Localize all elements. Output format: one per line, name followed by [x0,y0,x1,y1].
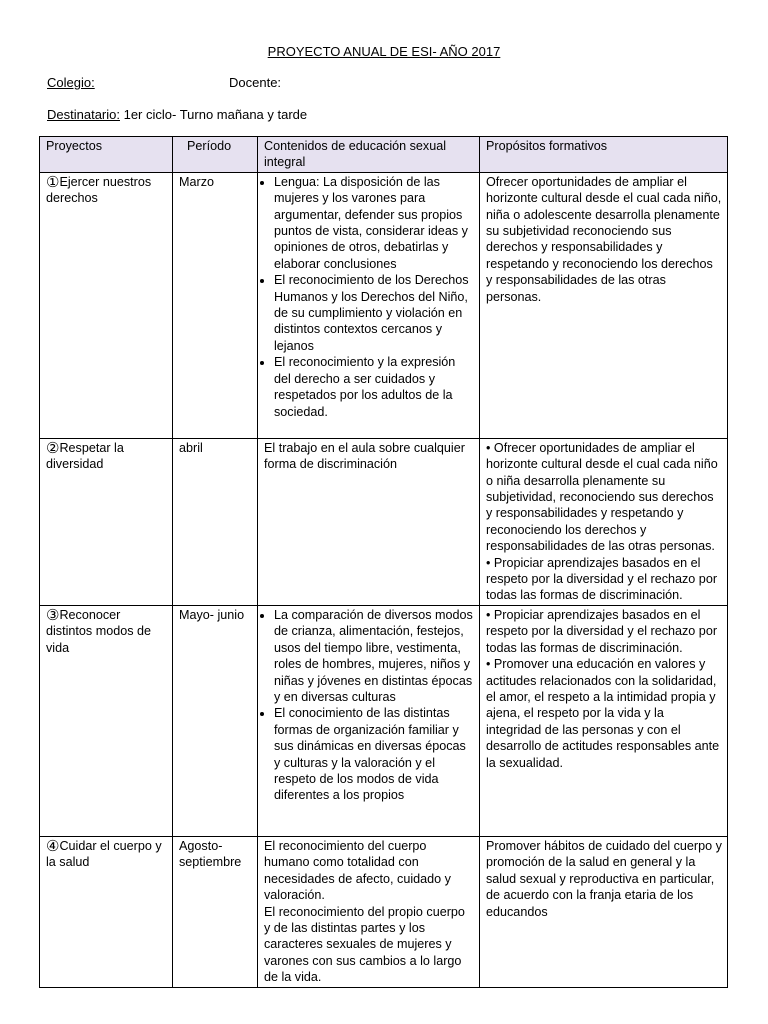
header-proyectos: Proyectos [40,137,173,173]
propositos-cell [480,836,728,987]
table-row [40,172,728,438]
contenidos-list [260,607,474,804]
list-item: • El reconocimiento y la expresión del derecho a ser cuidados y respetados por los adultos de la sociedad. [274,354,474,420]
proyecto-cell [40,836,173,987]
circled-number: ② [46,439,60,457]
proyecto-cell [40,172,173,438]
proposito-text: Ofrecer oportunidades de ampliar el horizonte cultural desde el cual cada niño, niña o adolescente desarrolla plenamente su subjetividad reconociendo sus derechos y responsabilidades y respetando y reconociendo los derechos y responsabilidades de las otras personas. [486,174,722,304]
propositos-cell [480,605,728,836]
esi-project-table [39,136,728,988]
header-propositos: Propósitos formativos [480,137,728,173]
contenido-text: El reconocimiento del cuerpo humano como totalidad con necesidades de afecto, cuidado y valoración. [264,838,451,903]
propositos-cell [480,438,728,605]
list-item: • La comparación de diversos modos de crianza, alimentación, festejos, usos del tiempo libre, vestimenta, roles de hombres, mujeres, niños y niñas y jóvenes en distintas épocas y en diversas culturas [274,607,474,705]
proyecto-name: Cuidar el cuerpo y la salud [46,838,162,870]
proposito-text: • Propiciar aprendizajes basados en el respeto por la diversidad y el rechazo por todas las formas de discriminación. [486,607,718,655]
proposito-text: Promover hábitos de cuidado del cuerpo y promoción de la salud en general y la salud sexual y reproductiva en particular, de acuerdo con la franja etaria de los educandos [486,838,722,919]
proyecto-cell [40,605,173,836]
table-row [40,438,728,605]
proyecto-name: Ejercer nuestros derechos [46,174,152,206]
contenido-text: El reconocimiento del propio cuerpo y de las distintas partes y los caracteres sexuales de mujeres y varones con sus cambios a lo largo de la vida. [264,904,465,985]
table-header-row [40,137,728,173]
header-contenidos: Contenidos de educación sexual integral [258,137,480,173]
table-row [40,605,728,836]
list-item: • Lengua: La disposición de las mujeres y los varones para argumentar, defender sus propios puntos de vista, considerar ideas y opiniones de otros, debatirlas y elaborar conclusiones [274,174,474,272]
destinatario-label: Destinatario: [47,107,120,122]
circled-number: ① [46,173,60,191]
contenidos-list [260,174,474,420]
periodo-cell: Agosto-septiembre [173,836,258,987]
contenidos-cell: El trabajo en el aula sobre cualquier forma de discriminación [258,438,480,605]
circled-number: ④ [46,837,60,855]
circled-number: ③ [46,606,60,624]
periodo-cell: Marzo [173,172,258,438]
contenidos-cell [258,836,480,987]
table-row [40,836,728,987]
destinatario-value: 1er ciclo- Turno mañana y tarde [119,107,308,122]
contenidos-cell [258,605,480,836]
proyecto-cell [40,438,173,605]
list-item: • El reconocimiento de los Derechos Humanos y los Derechos del Niño, de su cumplimiento y violación en distintos contextos cercanos y lejanos [274,272,474,354]
periodo-cell: abril [173,438,258,605]
proposito-text: • Propiciar aprendizajes basados en el respeto por la diversidad y el rechazo por todas las formas de discriminación. [486,555,718,603]
colegio-label: Colegio: [47,75,95,90]
header-periodo: Período [173,137,258,173]
proyecto-name: Respetar la diversidad [46,440,124,472]
proposito-text: • Ofrecer oportunidades de ampliar el horizonte cultural desde el cual cada niño o niña desarrolla plenamente su subjetividad, reconociendo sus derechos y responsabilidades y respetando y reconociendo los derechos y responsabilidades de las otras personas. [486,440,718,554]
proyecto-name: Reconocer distintos modos de vida [46,607,152,655]
document-title: PROYECTO ANUAL DE ESI- AÑO 2017 [267,44,501,59]
docente-label: Docente: [229,75,282,90]
periodo-cell: Mayo- junio [173,605,258,836]
proposito-text: • Promover una educación en valores y actitudes relacionados con la solidaridad, el amor, el respeto a la intimidad propia y ajena, el respeto por la vida y la integridad de las personas y con el desarrollo de actitudes responsables ante la sexualidad. [486,657,720,770]
destinatario-line [47,107,307,122]
contenidos-cell [258,172,480,438]
propositos-cell [480,172,728,438]
list-item: • El conocimiento de las distintas formas de organización familiar y sus dinámicas en diversas épocas y culturas y la valoración y el respeto de los modos de vida diferentes a los propios [274,705,474,803]
